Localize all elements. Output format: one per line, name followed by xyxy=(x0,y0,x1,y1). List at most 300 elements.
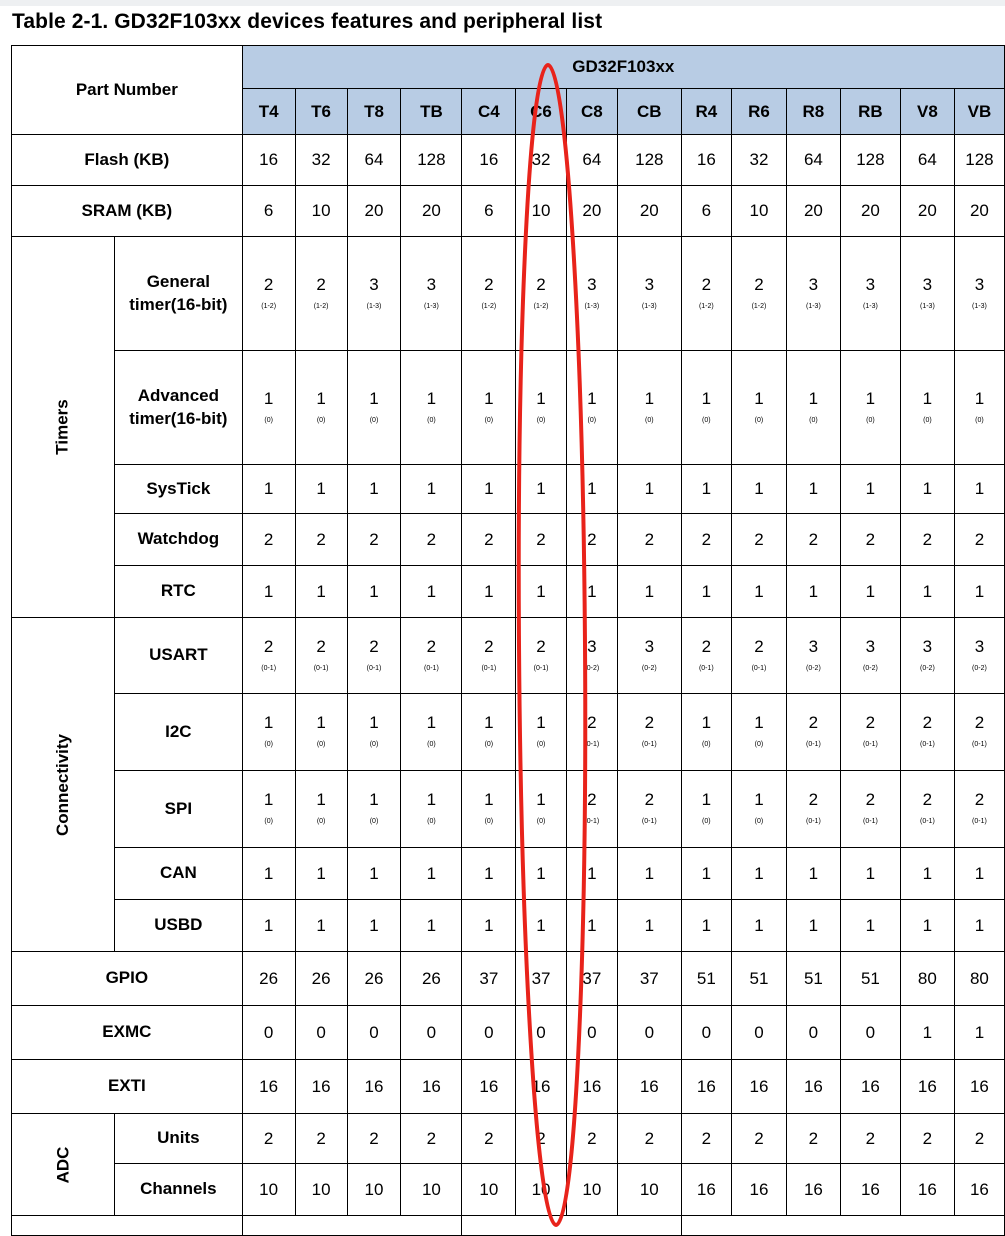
count-value: 1 xyxy=(369,790,379,809)
value-cell xyxy=(295,237,347,351)
row-label: GPIO xyxy=(12,952,243,1006)
value-cell: 1 xyxy=(347,900,401,952)
count-value: 2 xyxy=(922,713,933,732)
count-value: 1 xyxy=(484,388,494,408)
range-note: (0-1) xyxy=(751,664,767,672)
value-cell: 1 xyxy=(840,566,900,618)
count-value: 1 xyxy=(369,713,379,732)
value-cell xyxy=(295,618,347,694)
range-note: (0-2) xyxy=(920,664,935,672)
row-flash xyxy=(12,135,1005,186)
count-value: 3 xyxy=(974,274,985,294)
value-cell: 1 xyxy=(900,900,954,952)
value-cell: 20 xyxy=(954,186,1004,237)
value-cell: 20 xyxy=(401,186,462,237)
value-cell: 1 xyxy=(954,900,1004,952)
row-spi xyxy=(12,771,1005,848)
value-cell: 2 xyxy=(786,1114,840,1164)
value-cell: 51 xyxy=(786,952,840,1006)
row-watchdog xyxy=(12,514,1005,566)
value-cell xyxy=(462,771,516,848)
count-value: 2 xyxy=(484,636,494,656)
count-value: 3 xyxy=(922,274,933,294)
count-value: 3 xyxy=(369,274,379,294)
range-note: (0) xyxy=(484,818,494,825)
count-value: 1 xyxy=(754,713,764,732)
count-value: 2 xyxy=(974,790,985,809)
range-note: (0-2) xyxy=(806,664,821,672)
value-cell: 2 xyxy=(516,514,566,566)
row-label: RTC xyxy=(115,566,243,618)
value-cell: 1 xyxy=(954,1006,1004,1060)
part-header: VB xyxy=(954,89,1004,135)
count-value: 3 xyxy=(865,274,876,294)
range-note: (0) xyxy=(484,741,494,748)
cut-cell xyxy=(12,1216,243,1236)
value-cell: 2 xyxy=(462,514,516,566)
value-cell xyxy=(900,351,954,465)
range-note: (0) xyxy=(702,818,711,825)
value-cell: 20 xyxy=(840,186,900,237)
value-cell: 2 xyxy=(732,1114,787,1164)
range-note: (1-2) xyxy=(533,302,549,310)
value-cell: 16 xyxy=(954,1060,1004,1114)
value-cell: 1 xyxy=(786,566,840,618)
value-cell: 32 xyxy=(295,135,347,186)
row-label: SRAM (KB) xyxy=(12,186,243,237)
range-note: (0) xyxy=(645,416,654,424)
count-value: 1 xyxy=(701,388,712,408)
range-note: (0-1) xyxy=(863,818,878,825)
range-note: (0-1) xyxy=(641,741,657,748)
value-cell: 1 xyxy=(401,900,462,952)
value-cell: 1 xyxy=(566,900,617,952)
value-cell xyxy=(786,771,840,848)
value-cell: 16 xyxy=(954,1164,1004,1216)
range-note: (0-2) xyxy=(863,664,878,672)
value-cell: 80 xyxy=(954,952,1004,1006)
value-cell xyxy=(732,771,787,848)
range-note: (0-1) xyxy=(863,741,878,748)
count-value: 2 xyxy=(701,636,712,656)
value-cell xyxy=(954,771,1004,848)
count-value: 2 xyxy=(644,713,655,732)
value-cell: 10 xyxy=(462,1164,516,1216)
row-adc-channels xyxy=(12,1164,1005,1216)
value-cell: 2 xyxy=(840,514,900,566)
value-cell xyxy=(954,237,1004,351)
value-cell: 20 xyxy=(347,186,401,237)
value-cell: 51 xyxy=(840,952,900,1006)
family-header: GD32F103xx xyxy=(242,46,1004,89)
value-cell: 1 xyxy=(732,465,787,514)
value-cell: 20 xyxy=(786,186,840,237)
value-cell: 16 xyxy=(732,1060,787,1114)
value-cell xyxy=(295,771,347,848)
range-note: (0-1) xyxy=(584,818,600,825)
value-cell: 16 xyxy=(681,1060,731,1114)
value-cell: 1 xyxy=(681,848,731,900)
count-value: 2 xyxy=(587,790,597,809)
value-cell xyxy=(242,694,295,771)
range-note: (0-1) xyxy=(920,741,935,748)
row-gpio xyxy=(12,952,1005,1006)
row-label: SPI xyxy=(115,771,243,848)
range-note: (0-1) xyxy=(481,664,497,672)
range-note: (0) xyxy=(264,818,273,825)
count-value: 3 xyxy=(644,274,655,294)
part-header: CB xyxy=(617,89,681,135)
value-cell: 1 xyxy=(566,465,617,514)
value-cell: 16 xyxy=(840,1164,900,1216)
value-cell xyxy=(900,237,954,351)
range-note: (1-2) xyxy=(481,302,497,310)
value-cell: 16 xyxy=(681,135,731,186)
value-cell: 1 xyxy=(295,848,347,900)
value-cell: 1 xyxy=(732,848,787,900)
count-value: 2 xyxy=(426,636,437,656)
value-cell: 1 xyxy=(954,566,1004,618)
count-value: 2 xyxy=(316,636,326,656)
value-cell: 16 xyxy=(462,135,516,186)
range-note: (0) xyxy=(866,416,875,424)
count-value: 1 xyxy=(484,713,494,732)
row-label: Watchdog xyxy=(115,514,243,566)
value-cell xyxy=(462,351,516,465)
count-value: 1 xyxy=(865,388,876,408)
value-cell: 16 xyxy=(900,1060,954,1114)
value-cell: 0 xyxy=(401,1006,462,1060)
value-cell: 10 xyxy=(295,186,347,237)
value-cell: 37 xyxy=(617,952,681,1006)
value-cell: 2 xyxy=(242,1114,295,1164)
range-note: (1-3) xyxy=(863,302,878,310)
value-cell: 1 xyxy=(681,465,731,514)
range-note: (1-3) xyxy=(641,302,657,310)
value-cell: 1 xyxy=(566,566,617,618)
count-value: 1 xyxy=(536,790,546,809)
count-value: 2 xyxy=(536,274,546,294)
value-cell: 1 xyxy=(462,848,516,900)
value-cell: 16 xyxy=(732,1164,787,1216)
count-value: 2 xyxy=(974,713,985,732)
value-cell xyxy=(900,771,954,848)
range-note: (0-1) xyxy=(641,818,657,825)
value-cell: 1 xyxy=(566,848,617,900)
range-note: (0) xyxy=(809,416,818,424)
value-cell: 2 xyxy=(401,1114,462,1164)
value-cell xyxy=(347,618,401,694)
count-value: 3 xyxy=(865,636,876,656)
value-cell: 1 xyxy=(462,566,516,618)
value-cell: 128 xyxy=(617,135,681,186)
range-note: (1-3) xyxy=(366,302,382,310)
value-cell: 1 xyxy=(617,566,681,618)
count-value: 3 xyxy=(808,274,819,294)
part-header: T8 xyxy=(347,89,401,135)
count-value: 3 xyxy=(922,636,933,656)
row-label: Advanced timer(16-bit) xyxy=(115,351,243,465)
value-cell: 1 xyxy=(617,848,681,900)
row-usart xyxy=(12,618,1005,694)
row-label: USBD xyxy=(115,900,243,952)
value-cell: 1 xyxy=(347,848,401,900)
range-note: (0) xyxy=(754,416,764,424)
row-label: USART xyxy=(115,618,243,694)
value-cell: 2 xyxy=(786,514,840,566)
value-cell: 1 xyxy=(401,465,462,514)
value-cell: 1 xyxy=(516,465,566,514)
range-note: (1-2) xyxy=(313,302,329,310)
range-note: (0) xyxy=(754,741,764,748)
value-cell xyxy=(347,351,401,465)
count-value: 1 xyxy=(316,790,326,809)
count-value: 3 xyxy=(426,274,437,294)
value-cell: 64 xyxy=(347,135,401,186)
range-note: (0) xyxy=(369,818,379,825)
value-cell: 2 xyxy=(516,1114,566,1164)
value-cell xyxy=(732,351,787,465)
range-note: (0) xyxy=(369,416,379,424)
value-cell: 1 xyxy=(786,848,840,900)
cut-cell xyxy=(681,1216,1004,1236)
range-note: (0-1) xyxy=(366,664,382,672)
value-cell: 10 xyxy=(617,1164,681,1216)
value-cell: 26 xyxy=(295,952,347,1006)
value-cell: 1 xyxy=(900,1006,954,1060)
value-cell: 16 xyxy=(786,1164,840,1216)
range-note: (0) xyxy=(264,741,273,748)
value-cell: 2 xyxy=(954,514,1004,566)
range-note: (0) xyxy=(316,416,326,424)
value-cell xyxy=(347,694,401,771)
count-value: 3 xyxy=(644,636,655,656)
range-note: (0) xyxy=(427,416,436,424)
value-cell xyxy=(347,771,401,848)
header-row-family xyxy=(12,46,1005,89)
count-value: 1 xyxy=(263,713,274,732)
value-cell: 1 xyxy=(347,566,401,618)
value-cell xyxy=(786,351,840,465)
value-cell: 64 xyxy=(566,135,617,186)
part-header: V8 xyxy=(900,89,954,135)
part-header: C8 xyxy=(566,89,617,135)
value-cell: 1 xyxy=(295,900,347,952)
value-cell xyxy=(681,618,731,694)
count-value: 1 xyxy=(316,713,326,732)
count-value: 2 xyxy=(865,713,876,732)
value-cell: 0 xyxy=(462,1006,516,1060)
value-cell: 6 xyxy=(681,186,731,237)
value-cell: 2 xyxy=(295,1114,347,1164)
range-note: (0-2) xyxy=(972,664,987,672)
value-cell: 10 xyxy=(347,1164,401,1216)
row-label: EXMC xyxy=(12,1006,243,1060)
value-cell: 32 xyxy=(516,135,566,186)
range-note: (0-1) xyxy=(972,741,987,748)
count-value: 3 xyxy=(587,274,597,294)
value-cell: 128 xyxy=(401,135,462,186)
value-cell xyxy=(840,694,900,771)
value-cell: 128 xyxy=(954,135,1004,186)
row-label: CAN xyxy=(115,848,243,900)
range-note: (0-2) xyxy=(641,664,657,672)
value-cell xyxy=(732,694,787,771)
value-cell: 1 xyxy=(732,566,787,618)
value-cell xyxy=(242,351,295,465)
value-cell: 2 xyxy=(617,514,681,566)
count-value: 1 xyxy=(263,790,274,809)
range-note: (0-1) xyxy=(806,818,821,825)
count-value: 3 xyxy=(587,636,597,656)
row-label: SysTick xyxy=(115,465,243,514)
row-exmc xyxy=(12,1006,1005,1060)
range-note: (1-3) xyxy=(972,302,987,310)
value-cell: 1 xyxy=(617,465,681,514)
value-cell: 64 xyxy=(900,135,954,186)
value-cell xyxy=(681,351,731,465)
value-cell: 10 xyxy=(242,1164,295,1216)
value-cell: 0 xyxy=(242,1006,295,1060)
value-cell: 1 xyxy=(840,900,900,952)
value-cell: 16 xyxy=(401,1060,462,1114)
value-cell xyxy=(401,694,462,771)
range-note: (0-2) xyxy=(584,664,600,672)
value-cell: 16 xyxy=(347,1060,401,1114)
value-cell: 64 xyxy=(786,135,840,186)
value-cell: 1 xyxy=(242,465,295,514)
value-cell xyxy=(516,694,566,771)
value-cell xyxy=(516,618,566,694)
row-general-timer xyxy=(12,237,1005,351)
range-note: (0) xyxy=(264,416,273,424)
count-value: 1 xyxy=(426,388,437,408)
row-rtc xyxy=(12,566,1005,618)
range-note: (0) xyxy=(587,416,597,424)
range-note: (0-1) xyxy=(261,664,277,672)
row-label: I2C xyxy=(115,694,243,771)
part-header: TB xyxy=(401,89,462,135)
value-cell: 2 xyxy=(681,1114,731,1164)
value-cell xyxy=(617,771,681,848)
range-note: (0) xyxy=(427,741,436,748)
value-cell: 16 xyxy=(516,1060,566,1114)
value-cell xyxy=(242,618,295,694)
value-cell xyxy=(462,618,516,694)
value-cell xyxy=(617,694,681,771)
value-cell: 10 xyxy=(732,186,787,237)
value-cell: 6 xyxy=(462,186,516,237)
value-cell xyxy=(954,351,1004,465)
value-cell: 10 xyxy=(295,1164,347,1216)
part-header: R4 xyxy=(681,89,731,135)
count-value: 2 xyxy=(484,274,494,294)
value-cell xyxy=(786,618,840,694)
count-value: 2 xyxy=(754,274,764,294)
value-cell xyxy=(401,771,462,848)
value-cell: 26 xyxy=(347,952,401,1006)
value-cell xyxy=(732,618,787,694)
value-cell: 2 xyxy=(840,1114,900,1164)
count-value: 3 xyxy=(974,636,985,656)
count-value: 1 xyxy=(426,790,437,809)
range-note: (0-1) xyxy=(920,818,935,825)
value-cell: 1 xyxy=(617,900,681,952)
part-header: C4 xyxy=(462,89,516,135)
connectivity-group-label xyxy=(12,618,115,952)
value-cell: 1 xyxy=(732,900,787,952)
range-note: (0) xyxy=(316,818,326,825)
value-cell: 16 xyxy=(840,1060,900,1114)
value-cell: 2 xyxy=(295,514,347,566)
row-i2c xyxy=(12,694,1005,771)
connectivity-group-text: Connectivity xyxy=(53,733,73,836)
adc-group-text: ADC xyxy=(53,1146,73,1183)
value-cell xyxy=(516,237,566,351)
value-cell xyxy=(954,618,1004,694)
value-cell: 0 xyxy=(516,1006,566,1060)
value-cell: 1 xyxy=(900,566,954,618)
value-cell: 2 xyxy=(954,1114,1004,1164)
part-header: R6 xyxy=(732,89,787,135)
value-cell: 37 xyxy=(516,952,566,1006)
value-cell xyxy=(617,237,681,351)
row-adc-units xyxy=(12,1114,1005,1164)
count-value: 2 xyxy=(808,713,819,732)
value-cell: 6 xyxy=(242,186,295,237)
range-note: (0) xyxy=(536,741,546,748)
count-value: 2 xyxy=(263,636,274,656)
value-cell: 2 xyxy=(566,514,617,566)
value-cell xyxy=(840,618,900,694)
value-cell xyxy=(786,694,840,771)
row-advanced-timer xyxy=(12,351,1005,465)
value-cell xyxy=(840,237,900,351)
range-note: (0-1) xyxy=(972,818,987,825)
value-cell: 51 xyxy=(681,952,731,1006)
value-cell: 16 xyxy=(295,1060,347,1114)
value-cell xyxy=(900,618,954,694)
value-cell xyxy=(347,237,401,351)
range-note: (0-1) xyxy=(584,741,600,748)
row-next-cut xyxy=(12,1216,1005,1236)
value-cell xyxy=(401,237,462,351)
count-value: 2 xyxy=(754,636,764,656)
value-cell: 1 xyxy=(954,848,1004,900)
cut-cell xyxy=(242,1216,462,1236)
count-value: 2 xyxy=(922,790,933,809)
value-cell xyxy=(566,237,617,351)
range-note: (0-1) xyxy=(424,664,439,672)
value-cell xyxy=(954,694,1004,771)
count-value: 2 xyxy=(808,790,819,809)
value-cell: 0 xyxy=(786,1006,840,1060)
count-value: 2 xyxy=(587,713,597,732)
range-note: (1-2) xyxy=(751,302,767,310)
value-cell: 0 xyxy=(617,1006,681,1060)
value-cell: 1 xyxy=(516,566,566,618)
row-can xyxy=(12,848,1005,900)
value-cell: 1 xyxy=(786,465,840,514)
value-cell: 16 xyxy=(242,1060,295,1114)
range-note: (0) xyxy=(975,416,984,424)
count-value: 1 xyxy=(754,388,764,408)
count-value: 2 xyxy=(316,274,326,294)
count-value: 3 xyxy=(808,636,819,656)
value-cell xyxy=(617,351,681,465)
range-note: (1-3) xyxy=(584,302,600,310)
value-cell: 1 xyxy=(786,900,840,952)
